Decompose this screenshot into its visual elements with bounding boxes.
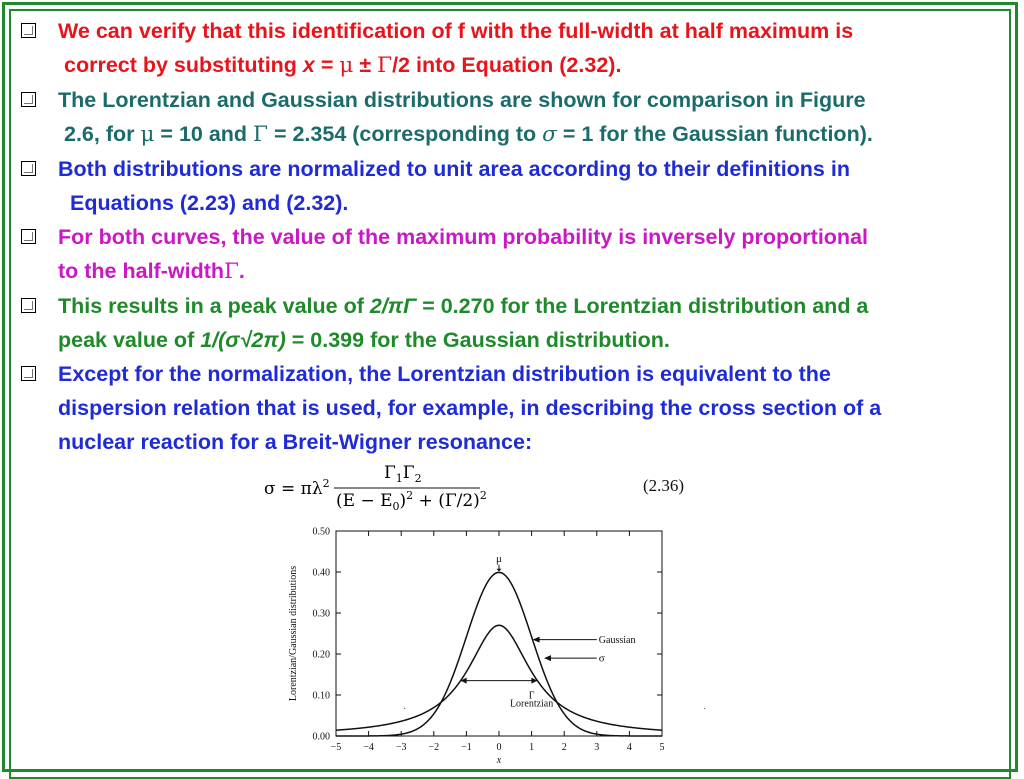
- x-axis-label: x: [496, 755, 502, 766]
- stray-dot: ·: [703, 703, 707, 714]
- x-tick-label: −4: [363, 742, 374, 753]
- sigma-arrowhead: [544, 655, 551, 661]
- equation-number: (2.36): [643, 476, 685, 495]
- bullet-line: 2.6, for μ = 10 and Γ = 2.354 (corresponding to σ = 1 for the Gaussian function).: [64, 122, 873, 147]
- bullet-normalization: [18, 152, 1008, 220]
- x-tick-label: 0: [496, 742, 502, 753]
- y-axis-label: Lorentzian/Gaussian distributions: [288, 565, 299, 702]
- lorentzian-label: Lorentzian: [509, 698, 554, 710]
- distribution-chart: [282, 518, 702, 773]
- checkbox-bullet-icon: [21, 23, 36, 38]
- x-tick-label: −2: [428, 742, 440, 753]
- x-tick-label: −1: [461, 742, 472, 753]
- x-tick-label: −3: [395, 742, 407, 753]
- y-tick-label: 0.00: [312, 731, 330, 743]
- y-tick-label: 0.20: [312, 649, 330, 661]
- x-tick-label: 1: [529, 742, 535, 753]
- checkbox-bullet-icon: [21, 92, 36, 107]
- sigma-label: σ: [598, 652, 605, 665]
- bullet-comparison-figure: [18, 83, 1008, 152]
- breit-wigner-equation: [262, 462, 502, 516]
- equation-lhs: $\sigma = \pi\lambda^2$: [264, 477, 330, 499]
- bullet-line: peak value of 1/(σ√2π) = 0.399 for the Gaussian distribution.: [58, 328, 670, 352]
- bullet-list: [18, 14, 1008, 459]
- bullet-line: The Lorentzian and Gaussian distributions are shown for comparison in Figure: [58, 88, 866, 112]
- y-tick-label: 0.10: [312, 690, 330, 702]
- x-tick-label: 4: [626, 742, 632, 753]
- checkbox-bullet-icon: [21, 298, 36, 313]
- stray-dot: ·: [403, 703, 407, 714]
- bullet-peak-values: [18, 289, 1008, 357]
- bullet-breit-wigner: [18, 357, 1008, 459]
- bullet-line: Both distributions are normalized to unit area according to their definitions in: [58, 157, 850, 181]
- bullet-line: dispersion relation that is used, for example, in describing the cross section of a: [58, 396, 882, 420]
- mu-arrowhead: [497, 569, 502, 572]
- y-tick-label: 0.50: [312, 526, 330, 538]
- gaussian-curve: [336, 572, 662, 736]
- x-tick-label: 5: [659, 742, 665, 753]
- bullet-max-probability: [18, 220, 1008, 289]
- equation-svg: [262, 462, 502, 512]
- bullet-line: to the half-widthΓ.: [58, 259, 245, 284]
- chart-svg: [282, 518, 702, 768]
- bullet-line: correct by substituting x = μ ± Γ/2 into Equation (2.32).: [64, 53, 622, 78]
- bullet-line: We can verify that this identification of f with the full-width at half maximum is: [58, 19, 854, 43]
- bullet-line: For both curves, the value of the maximum probability is inversely proportional: [58, 225, 868, 249]
- equation-denominator: $(E - E_0)^2 + (\Gamma/2)^2$: [336, 489, 487, 512]
- checkbox-bullet-icon: [21, 229, 36, 244]
- x-tick-label: 2: [561, 742, 567, 753]
- x-tick-label: 3: [594, 742, 600, 753]
- gamma-label: Γ: [528, 690, 535, 702]
- bullet-line: nuclear reaction for a Breit-Wigner resonance:: [58, 430, 533, 454]
- bullet-line: Except for the normalization, the Lorentzian distribution is equivalent to the: [58, 362, 831, 386]
- bullet-line: This results in a peak value of 2/πΓ = 0.270 for the Lorentzian distribution and a: [58, 294, 869, 318]
- mu-label: μ: [496, 552, 502, 565]
- bullet-line: Equations (2.23) and (2.32).: [70, 191, 349, 215]
- checkbox-bullet-icon: [21, 366, 36, 381]
- checkbox-bullet-icon: [21, 161, 36, 176]
- y-tick-label: 0.30: [312, 608, 330, 620]
- bullet-fwhm-verification: [18, 14, 1008, 83]
- x-tick-label: −5: [330, 742, 342, 753]
- gaussian-label: Gaussian: [598, 635, 636, 647]
- equation-numerator: $\Gamma_1\Gamma_2$: [384, 463, 422, 485]
- y-tick-label: 0.40: [312, 567, 330, 579]
